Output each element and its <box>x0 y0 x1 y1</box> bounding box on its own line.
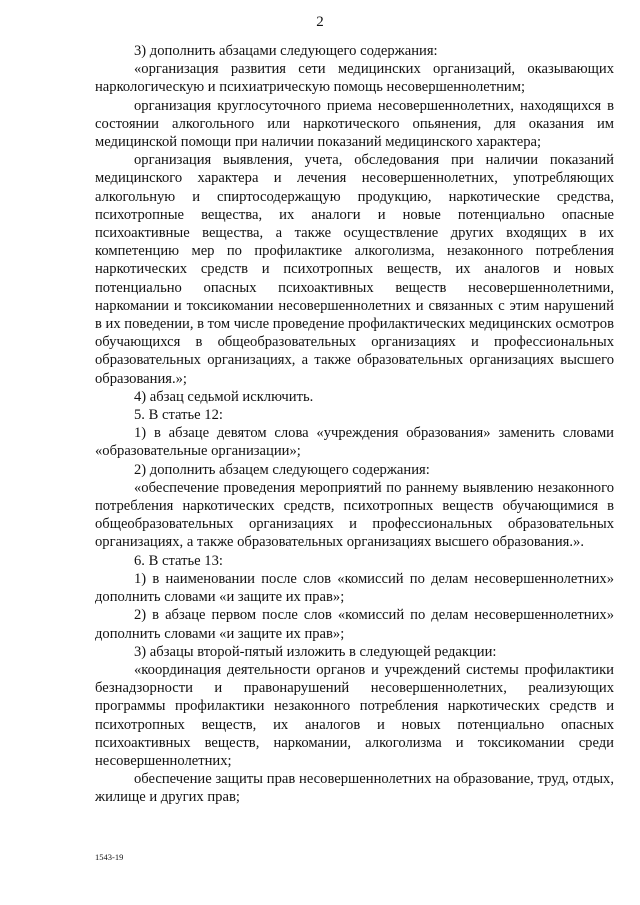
document-code: 1543-19 <box>95 852 124 862</box>
paragraph: организация выявления, учета, обследования при наличии показаний медицинского характера и лечения несовершеннолетних, употребляющих алкогольную и спиртосодержащую продукцию, наркотические средства, психотропные вещества, их аналоги и новые потенциально опасные психоактивные вещества, а также осуществление других входящих в их компетенцию мер по профилактике алкоголизма, незаконного потребления наркотических средств и психотропных веществ, их аналогов и новых потенциально опасных психоактивных веществ несовершеннолетними, наркомании и токсикомании несовершеннолетних и связанных с этим нарушений в их поведении, в том числе проведение профилактических медицинских осмотров обучающихся в общеобразовательных организациях и профессиональных образовательных организациях, а также образовательных организациях высшего образования.»; <box>95 152 614 387</box>
document-body <box>95 42 614 807</box>
paragraph: 3) дополнить абзацами следующего содержания: <box>134 43 438 59</box>
paragraph: 1) в наименовании после слов «комиссий по делам несовершеннолетних» дополнить словами «и защите их прав»; <box>95 570 614 606</box>
paragraph: 2) дополнить абзацем следующего содержания: <box>134 461 430 478</box>
page-number: 2 <box>316 14 324 30</box>
paragraph: организация круглосуточного приема несовершеннолетних, находящихся в состоянии алкогольного или наркотического опьянения, для оказания им медицинской помощи при наличии показаний медицинского характера; <box>95 97 614 151</box>
paragraph: обеспечение защиты прав несовершеннолетних на образование, труд, отдых, жилище и других прав; <box>95 771 614 806</box>
paragraph: 3) абзацы второй-пятый изложить в следующей редакции: <box>134 643 497 660</box>
paragraph: 5. В статье 12: <box>134 407 223 424</box>
paragraph: «координация деятельности органов и учреждений системы профилактики безнадзорности и правонарушений несовершеннолетних, реализующих программы профилактики незаконного потребления наркотических средств и психотропных веществ, их аналогов и новых потенциально опасных психоактивных веществ, наркомании, алкоголизма и токсикомании среди несовершеннолетних; <box>95 661 614 769</box>
paragraph: 6. В статье 13: <box>134 552 223 569</box>
paragraph: 2) в абзаце первом после слов «комиссий по делам несовершеннолетних» дополнить словами «и защите их прав»; <box>95 607 614 642</box>
paragraph: 4) абзац седьмой исключить. <box>134 388 314 405</box>
paragraph: «обеспечение проведения мероприятий по раннему выявлению незаконного потребления наркотических средств, психотропных веществ обучающимися в общеобразовательных организациях и профессиональных образовательных организациях, а также образовательных организациях высшего образования.». <box>95 479 614 551</box>
paragraph: «организация развития сети медицинских организаций, оказывающих наркологическую и психиатрическую помощь несовершеннолетним; <box>95 61 614 96</box>
paragraph: 1) в абзаце девятом слова «учреждения образования» заменить словами «образовательные организации»; <box>95 425 614 460</box>
